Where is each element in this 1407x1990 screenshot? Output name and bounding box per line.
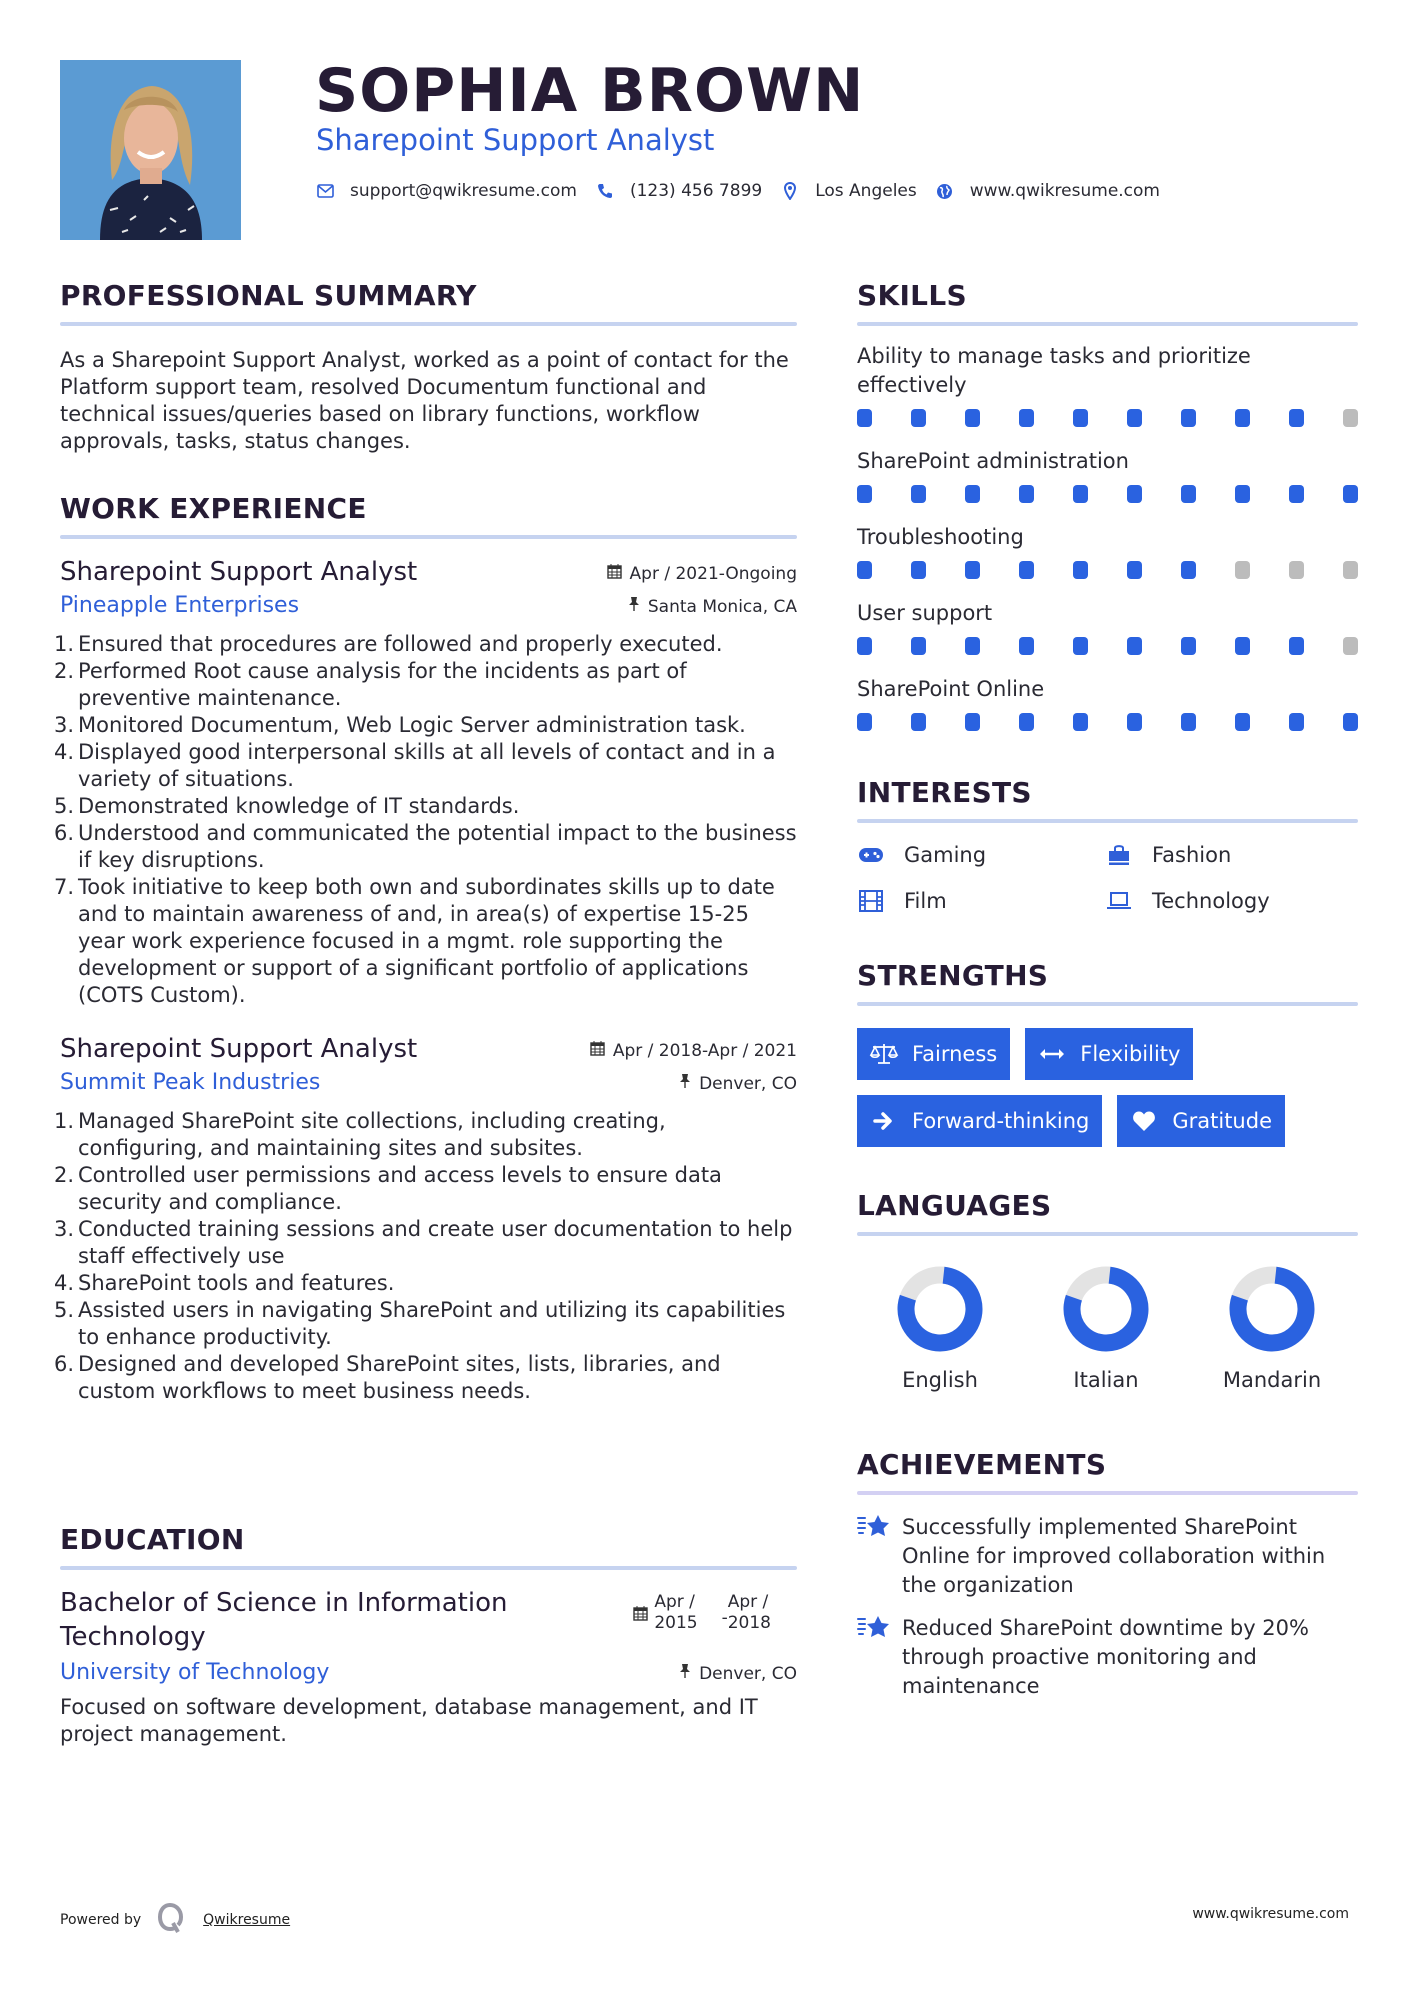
bullet-item: 4 . SharePoint tools and features. <box>54 1270 797 1297</box>
rating-dot <box>1181 713 1196 731</box>
star-icon <box>857 1513 891 1541</box>
rating-dot <box>1289 561 1304 579</box>
rating-dot <box>1073 713 1088 731</box>
contact-location <box>781 178 917 204</box>
strengths-list <box>857 1028 1358 1147</box>
rating-dot <box>1343 409 1358 427</box>
skills-divider <box>857 322 1358 326</box>
education-divider <box>60 1566 797 1570</box>
job-location: Denver, CO <box>679 1072 797 1096</box>
experience-heading: WORK EXPERIENCE <box>60 492 367 525</box>
skill-rating <box>857 713 1358 731</box>
interest-item: Gaming <box>857 841 1105 869</box>
rating-dot <box>857 637 872 655</box>
bullet-item: 4 . Displayed good interpersonal skills at all levels of contact and in a variety of situations. <box>54 739 797 793</box>
pushpin-icon <box>679 1072 691 1096</box>
job-entry <box>54 1032 797 1405</box>
website-text: www.qwikresume.com <box>969 181 1160 201</box>
skill-item: Troubleshooting <box>857 523 1358 579</box>
email-text: support@qwikresume.com <box>350 181 577 201</box>
summary-divider <box>60 322 797 326</box>
job-company: Pineapple Enterprises <box>60 593 300 618</box>
experience-section <box>54 491 797 1405</box>
achievements-list <box>857 1513 1358 1701</box>
rating-dot <box>911 561 926 579</box>
summary-text: As a Sharepoint Support Analyst, worked as a point of contact for the Platform support team, resolved Documentum functional and technical issues/queries based on library functions, workflow approvals, tasks, status changes. <box>60 348 789 453</box>
contact-bar <box>316 178 1179 204</box>
experience-divider <box>60 535 797 539</box>
bullet-item: 5 . Demonstrated knowledge of IT standards. <box>54 793 797 820</box>
phone-icon <box>596 182 614 200</box>
calendar-icon <box>607 562 622 586</box>
achievements-heading: ACHIEVEMENTS <box>857 1448 1107 1481</box>
interests-grid <box>857 841 1358 915</box>
interest-item: Technology <box>1105 887 1353 915</box>
rating-dot <box>1235 485 1250 503</box>
interests-divider <box>857 819 1358 823</box>
languages-section <box>857 1188 1358 1394</box>
rating-dot <box>1181 637 1196 655</box>
strength-chip: Forward-thinking <box>857 1095 1102 1147</box>
rating-dot <box>1019 409 1034 427</box>
strengths-heading: STRENGTHS <box>857 959 1049 992</box>
envelope-icon <box>316 182 334 200</box>
calendar-icon <box>633 1604 648 1628</box>
achievements-section <box>857 1447 1358 1715</box>
rating-dot <box>1235 637 1250 655</box>
language-item: Italian <box>1023 1266 1189 1394</box>
school-name: University of Technology <box>60 1660 330 1685</box>
rating-dot <box>1289 485 1304 503</box>
bullet-item: 2 . Performed Root cause analysis for the incidents as part of preventive maintenance. <box>54 658 797 712</box>
education-description: Focused on software development, database management, and IT project management. <box>60 1695 758 1746</box>
strength-chip: Fairness <box>857 1028 1010 1080</box>
rating-dot <box>857 409 872 427</box>
languages-heading: LANGUAGES <box>857 1189 1052 1222</box>
rating-dot <box>911 637 926 655</box>
rating-dot <box>1235 409 1250 427</box>
rating-dot <box>1127 713 1142 731</box>
bullet-item: 3 . Monitored Documentum, Web Logic Server administration task. <box>54 712 797 739</box>
rating-dot <box>1289 637 1304 655</box>
qwikresume-logo-icon <box>157 1903 185 1937</box>
bullet-item: 2 . Controlled user permissions and access levels to ensure data security and compliance. <box>54 1162 797 1216</box>
strengths-divider <box>857 1002 1358 1006</box>
language-donut <box>897 1266 983 1352</box>
rating-dot <box>1019 485 1034 503</box>
skills-section <box>857 278 1358 751</box>
bullet-item: 3 . Conducted training sessions and create user documentation to help staff effectively use <box>54 1216 797 1270</box>
summary-heading: PROFESSIONAL SUMMARY <box>60 279 477 312</box>
laptop-icon <box>1105 889 1133 913</box>
achievements-divider <box>857 1491 1358 1495</box>
language-donut <box>1229 1266 1315 1352</box>
arrows-horizontal-icon <box>1037 1042 1067 1066</box>
rating-dot <box>1289 409 1304 427</box>
phone-text: (123) 456 7899 <box>629 181 763 201</box>
rating-dot <box>965 409 980 427</box>
job-location: Santa Monica, CA <box>628 595 797 619</box>
bullet-item: 1 . Managed SharePoint site collections, including creating, configuring, and maintaining sites and subsites. <box>54 1108 797 1162</box>
map-marker-icon <box>781 182 799 200</box>
rating-dot <box>965 561 980 579</box>
rating-dot <box>1073 485 1088 503</box>
rating-dot <box>1127 485 1142 503</box>
job-dates: Apr / 2021-Ongoing <box>607 562 797 586</box>
contact-email[interactable] <box>316 178 577 204</box>
interests-heading: INTERESTS <box>857 776 1032 809</box>
skill-rating <box>857 485 1358 503</box>
rating-dot <box>1181 409 1196 427</box>
education-dates: Apr / 2015 - Apr / 2018 <box>633 1592 771 1634</box>
interest-item: Fashion <box>1105 841 1353 869</box>
rating-dot <box>1073 561 1088 579</box>
qwikresume-link[interactable]: Qwikresume <box>203 1912 291 1928</box>
skills-list <box>857 342 1358 731</box>
rating-dot <box>1343 637 1358 655</box>
job-dates: Apr / 2018-Apr / 2021 <box>590 1039 797 1063</box>
rating-dot <box>965 485 980 503</box>
globe-icon <box>936 182 954 200</box>
rating-dot <box>1073 637 1088 655</box>
film-icon <box>857 889 885 913</box>
rating-dot <box>911 409 926 427</box>
interests-section <box>857 775 1358 915</box>
rating-dot <box>911 485 926 503</box>
footer-powered-by: Powered by Qwikresume <box>60 1903 290 1937</box>
rating-dot <box>1127 561 1142 579</box>
bullet-item: 7 . Took initiative to keep both own and subordinates skills up to date and to maintain awareness of and, in area(s) of expertise 15-25 year work experience focused in a mgmt. role supporting the development or support of a significant portfolio of applications (COTS Custom). <box>54 874 797 1009</box>
education-location: Denver, CO <box>679 1662 797 1686</box>
candidate-name: SOPHIA BROWN <box>315 56 865 126</box>
candidate-title: Sharepoint Support Analyst <box>316 123 715 157</box>
skill-item: User support <box>857 599 1358 655</box>
strength-chip: Flexibility <box>1025 1028 1193 1080</box>
strengths-section <box>857 958 1358 1147</box>
rating-dot <box>1127 637 1142 655</box>
interest-item: Film <box>857 887 1105 915</box>
contact-website[interactable] <box>936 178 1160 204</box>
skill-item: SharePoint administration <box>857 447 1358 503</box>
achievement-item: Reduced SharePoint downtime by 20% through proactive monitoring and maintenance <box>857 1614 1358 1701</box>
languages-list <box>857 1266 1358 1394</box>
pushpin-icon <box>628 595 640 619</box>
location-text: Los Angeles <box>815 181 917 201</box>
skill-item: SharePoint Online <box>857 675 1358 731</box>
contact-phone[interactable] <box>596 178 762 204</box>
languages-divider <box>857 1232 1358 1236</box>
star-icon <box>857 1614 891 1642</box>
rating-dot <box>965 637 980 655</box>
job-bullets <box>54 1108 797 1405</box>
rating-dot <box>1181 561 1196 579</box>
rating-dot <box>1127 409 1142 427</box>
rating-dot <box>1019 713 1034 731</box>
language-item: Mandarin <box>1189 1266 1355 1394</box>
rating-dot <box>1343 561 1358 579</box>
bullet-item: 6 . Understood and communicated the potential impact to the business if key disruptions. <box>54 820 797 874</box>
rating-dot <box>1019 561 1034 579</box>
bullet-item: 5 . Assisted users in navigating SharePoint and utilizing its capabilities to enhance productivity. <box>54 1297 797 1351</box>
profile-photo <box>60 60 241 240</box>
shopping-bag-icon <box>1105 843 1133 867</box>
rating-dot <box>965 713 980 731</box>
job-title: Sharepoint Support Analyst <box>60 1034 418 1064</box>
rating-dot <box>911 713 926 731</box>
rating-dot <box>857 713 872 731</box>
gamepad-icon <box>857 843 885 867</box>
arrow-right-icon <box>869 1109 899 1133</box>
pushpin-icon <box>679 1662 691 1686</box>
bullet-item: 6 . Designed and developed SharePoint sites, lists, libraries, and custom workflows to meet business needs. <box>54 1351 797 1405</box>
job-title: Sharepoint Support Analyst <box>60 557 418 587</box>
degree-title: Bachelor of Science in Information Technology <box>60 1588 508 1652</box>
language-item: English <box>857 1266 1023 1394</box>
rating-dot <box>1289 713 1304 731</box>
summary-section <box>60 278 797 455</box>
skill-rating <box>857 637 1358 655</box>
bullet-item: 1 . Ensured that procedures are followed and properly executed. <box>54 631 797 658</box>
skills-heading: SKILLS <box>857 279 967 312</box>
rating-dot <box>1019 637 1034 655</box>
strength-chip: Gratitude <box>1117 1095 1285 1147</box>
rating-dot <box>1235 561 1250 579</box>
balance-scale-icon <box>869 1042 899 1066</box>
job-bullets <box>54 631 797 1009</box>
job-company: Summit Peak Industries <box>60 1070 321 1095</box>
education-section <box>60 1522 797 1748</box>
rating-dot <box>1073 409 1088 427</box>
achievement-item: Successfully implemented SharePoint Online for improved collaboration within the organization <box>857 1513 1358 1600</box>
footer-website[interactable]: www.qwikresume.com <box>1192 1906 1349 1922</box>
calendar-icon <box>590 1039 605 1063</box>
language-donut <box>1063 1266 1149 1352</box>
heart-icon <box>1129 1109 1159 1133</box>
skill-rating <box>857 409 1358 427</box>
rating-dot <box>1235 713 1250 731</box>
rating-dot <box>857 561 872 579</box>
skill-item: Ability to manage tasks and prioritize effectively <box>857 342 1358 427</box>
rating-dot <box>1343 485 1358 503</box>
education-heading: EDUCATION <box>60 1523 245 1556</box>
rating-dot <box>857 485 872 503</box>
rating-dot <box>1343 713 1358 731</box>
job-entry <box>54 555 797 1009</box>
skill-rating <box>857 561 1358 579</box>
rating-dot <box>1181 485 1196 503</box>
